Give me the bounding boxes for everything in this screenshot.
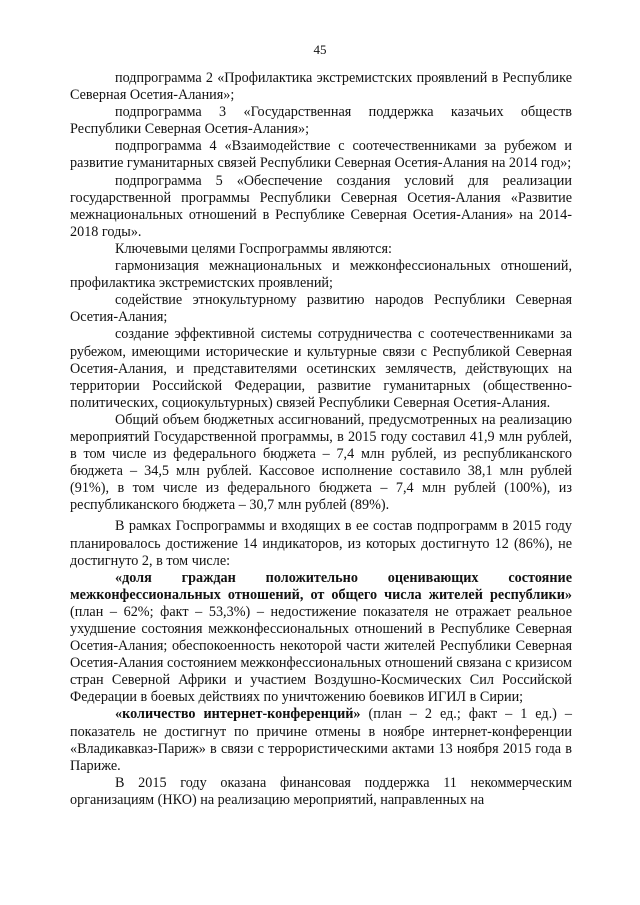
- page-number: 45: [313, 42, 327, 57]
- paragraph-indicator-1: [70, 570, 572, 707]
- indicator-2-name: «количество интернет-конференций»: [115, 706, 361, 723]
- body-text: [70, 70, 572, 809]
- paragraph-subprogram-5: подпрограмма 5 «Обеспечение создания условий для реализации государственной программы Республики Северная Осетия-Алания «Развитие межнациональных отношений в Республике Северная Осетия-Алания» на 2014-2018 годы».: [70, 172, 572, 240]
- paragraph-goals-heading: Ключевыми целями Госпрограммы являются:: [115, 240, 392, 257]
- paragraph-goal-2: содействие этнокультурному развитию народов Республики Северная Осетия-Алания;: [70, 292, 572, 326]
- indicator-1-text: (план – 62%; факт – 53,3%) – недостижение показателя не отражает реальное ухудшение состояния межконфессиональных отношений в Республике Северная Осетия-Алания; обеспокоенность некоторой части жителей Республики Северная Осетия-Алания состоянием межконфессиональных отношений связана с кризисом стран Северной Африки и участием Воздушно-Космических Сил Российской Федерации в боевых действиях по уничтожению боевиков ИГИЛ в Сирии;: [70, 603, 572, 706]
- paragraph-indicators: В рамках Госпрограммы и входящих в ее состав подпрограмм в 2015 году планировалось достижение 14 индикаторов, из которых достигнуто 12 (86%), не достигнуто 2, в том числе:: [70, 518, 572, 569]
- paragraph-subprogram-2: подпрограмма 2 «Профилактика экстремистских проявлений в Республике Северная Осетия-Алания»;: [70, 70, 572, 104]
- paragraph-budget: Общий объем бюджетных ассигнований, предусмотренных на реализацию мероприятий Государственной программы, в 2015 году составил 41,9 млн рублей, в том числе из федерального бюджета – 7,4 млн рублей, из республиканского бюджета – 34,5 млн рублей. Кассовое исполнение составило 38,1 млн рублей (91%), в том числе из федерального бюджета – 7,4 млн рублей (100%), из республиканского бюджета – 30,7 млн рублей (89%).: [70, 411, 572, 514]
- indicator-1-name: «доля граждан положительно оценивающих состояние межконфессиональных отношений, от общего числа жителей республики»: [70, 569, 572, 603]
- paragraph-subprogram-3: подпрограмма 3 «Государственная поддержка казачьих обществ Республики Северная Осетия-Алания»;: [70, 104, 572, 138]
- paragraph-nko-support: В 2015 году оказана финансовая поддержка 11 некоммерческим организациям (НКО) на реализацию мероприятий, направленных на: [70, 774, 572, 808]
- paragraph-goal-1: гармонизация межнациональных и межконфессиональных отношений, профилактика экстремистских проявлений;: [70, 258, 572, 292]
- paragraph-subprogram-4: подпрограмма 4 «Взаимодействие с соотечественниками за рубежом и развитие гуманитарных связей Республики Северная Осетия-Алания на 2014 год»;: [70, 138, 572, 172]
- paragraph-goal-3: создание эффективной системы сотрудничества с соотечественниками за рубежом, имеющими исторические и культурные связи с Республикой Северная Осетия-Алания, и представителями осетинских землячеств, действующих на территории Российской Федерации, развитие гуманитарных (общественно-политических, социокультурных) связей Республики Северная Осетия-Алания.: [70, 326, 572, 411]
- paragraph-indicator-2: [70, 706, 572, 774]
- indicator-2-text: (план – 2 ед.; факт – 1 ед.) – показатель не достигнут по причине отмены в ноябре интернет-конференции «Владикавказ-Париж» в связи с террористическими актами 13 ноября 2015 года в Париже.: [70, 706, 572, 774]
